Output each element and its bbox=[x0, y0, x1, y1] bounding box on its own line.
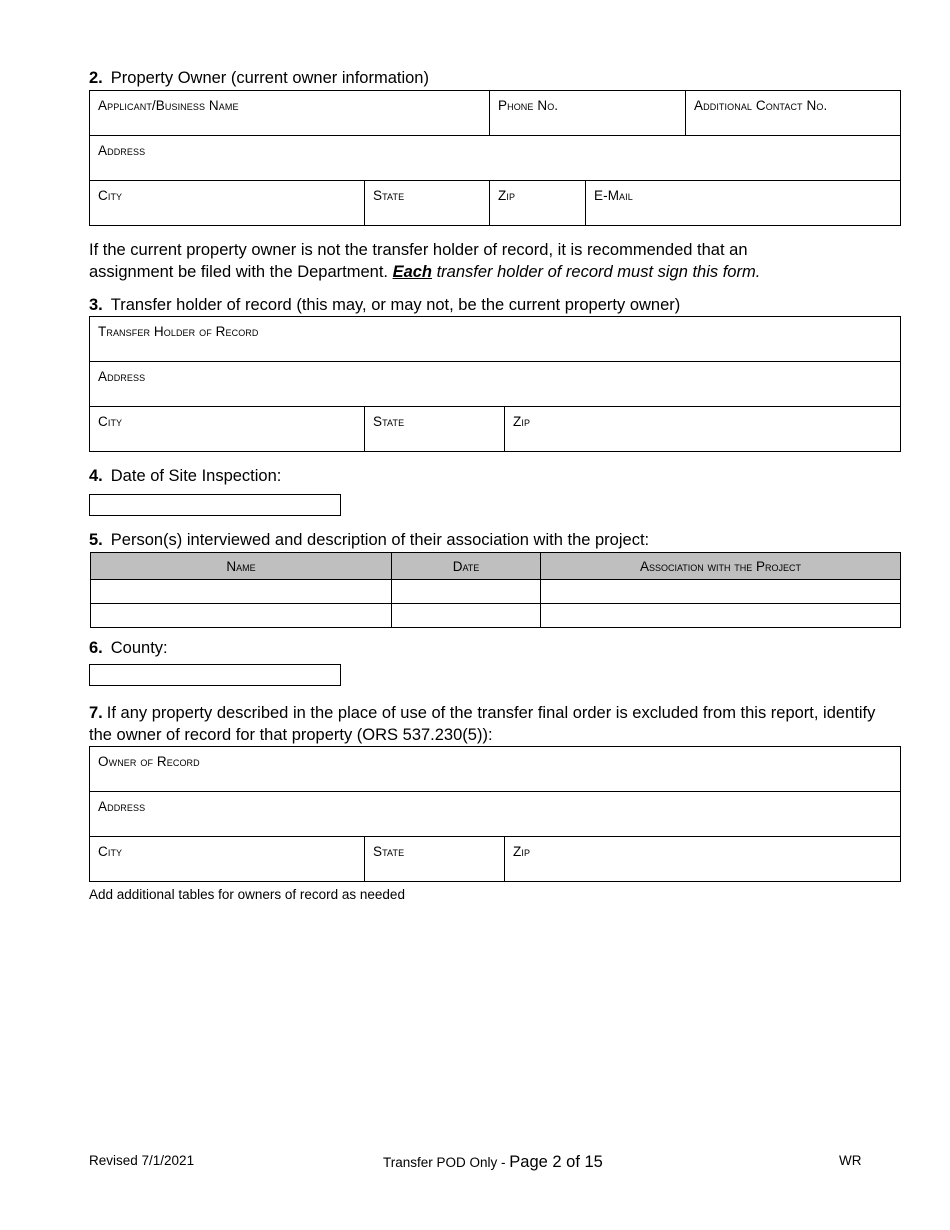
note-part1: If the current property owner is not the transfer holder of record, it is recommended that an assignment be filed with the Department. bbox=[89, 241, 748, 281]
section-number: 5. bbox=[89, 531, 103, 549]
footer-prefix: Transfer POD Only - bbox=[383, 1155, 510, 1170]
section-title: Transfer holder of record (this may, or may not, be the current property owner) bbox=[110, 296, 681, 314]
zip-label: Zip bbox=[513, 844, 531, 859]
owner-of-record-table bbox=[89, 746, 901, 882]
owner-state-field[interactable] bbox=[365, 181, 490, 226]
assignment-note bbox=[89, 239, 809, 283]
transfer-holder-table bbox=[89, 316, 901, 452]
section-3-heading bbox=[89, 295, 680, 315]
footer-right: WR bbox=[839, 1153, 862, 1168]
county-input[interactable] bbox=[89, 664, 341, 686]
address-label: Address bbox=[98, 143, 146, 158]
additional-contact-label: Additional Contact No. bbox=[694, 98, 828, 113]
owner-city-field[interactable] bbox=[90, 181, 365, 226]
record-address-field[interactable] bbox=[90, 792, 901, 837]
owner-of-record-field[interactable] bbox=[90, 747, 901, 792]
owner-address-field[interactable] bbox=[90, 136, 901, 181]
property-owner-table bbox=[89, 90, 901, 226]
additional-tables-note: Add additional tables for owners of record as needed bbox=[89, 887, 405, 902]
owner-email-field[interactable] bbox=[586, 181, 901, 226]
footer-revised: Revised 7/1/2021 bbox=[89, 1153, 195, 1168]
transfer-holder-label: Transfer Holder of Record bbox=[98, 324, 259, 339]
column-header-association: Association with the Project bbox=[541, 553, 901, 580]
transfer-holder-field[interactable] bbox=[90, 317, 901, 362]
phone-label: Phone No. bbox=[498, 98, 559, 113]
additional-contact-field[interactable] bbox=[686, 91, 901, 136]
holder-city-field[interactable] bbox=[90, 407, 365, 452]
section-number: 2. bbox=[89, 69, 103, 87]
section-number: 4. bbox=[89, 467, 103, 485]
address-label: Address bbox=[98, 799, 146, 814]
section-title: If any property described in the place of use of the transfer final order is excluded from this report, identify the owner of record for that property (ORS 537.230(5)): bbox=[89, 704, 876, 744]
owner-of-record-label: Owner of Record bbox=[98, 754, 200, 769]
date-cell[interactable] bbox=[392, 604, 541, 628]
table-row bbox=[91, 604, 901, 628]
state-label: State bbox=[373, 414, 405, 429]
association-cell[interactable] bbox=[541, 580, 901, 604]
name-cell[interactable] bbox=[91, 604, 392, 628]
owner-zip-field[interactable] bbox=[490, 181, 586, 226]
section-2-heading bbox=[89, 68, 429, 88]
holder-state-field[interactable] bbox=[365, 407, 505, 452]
record-state-field[interactable] bbox=[365, 837, 505, 882]
holder-zip-field[interactable] bbox=[505, 407, 901, 452]
date-cell[interactable] bbox=[392, 580, 541, 604]
footer-page-number: Page 2 of 15 bbox=[509, 1153, 603, 1171]
zip-label: Zip bbox=[498, 188, 516, 203]
section-5-heading bbox=[89, 530, 649, 550]
zip-label: Zip bbox=[513, 414, 531, 429]
section-7-heading bbox=[89, 702, 879, 746]
applicant-name-field[interactable] bbox=[90, 91, 490, 136]
column-header-name: Name bbox=[91, 553, 392, 580]
section-6-heading bbox=[89, 638, 168, 658]
note-part2: transfer holder of record must sign this form. bbox=[432, 263, 761, 281]
note-each: Each bbox=[392, 263, 433, 281]
applicant-name-label: Applicant/Business Name bbox=[98, 98, 239, 113]
column-header-date: Date bbox=[392, 553, 541, 580]
section-title: County: bbox=[110, 639, 168, 657]
footer-center bbox=[383, 1153, 603, 1172]
section-number: 6. bbox=[89, 639, 103, 657]
record-city-field[interactable] bbox=[90, 837, 365, 882]
section-number: 3. bbox=[89, 296, 103, 314]
holder-address-field[interactable] bbox=[90, 362, 901, 407]
section-number: 7. bbox=[89, 704, 103, 722]
state-label: State bbox=[373, 188, 405, 203]
section-4-heading bbox=[89, 466, 281, 486]
section-title: Person(s) interviewed and description of their association with the project: bbox=[110, 531, 650, 549]
association-cell[interactable] bbox=[541, 604, 901, 628]
section-title: Date of Site Inspection: bbox=[110, 467, 282, 485]
state-label: State bbox=[373, 844, 405, 859]
persons-interviewed-table bbox=[90, 552, 901, 628]
site-inspection-date-input[interactable] bbox=[89, 494, 341, 516]
email-label: E-Mail bbox=[594, 188, 633, 203]
phone-field[interactable] bbox=[490, 91, 686, 136]
record-zip-field[interactable] bbox=[505, 837, 901, 882]
section-title: Property Owner (current owner information) bbox=[110, 69, 429, 87]
table-row bbox=[91, 580, 901, 604]
city-label: City bbox=[98, 188, 123, 203]
city-label: City bbox=[98, 844, 123, 859]
address-label: Address bbox=[98, 369, 146, 384]
name-cell[interactable] bbox=[91, 580, 392, 604]
city-label: City bbox=[98, 414, 123, 429]
